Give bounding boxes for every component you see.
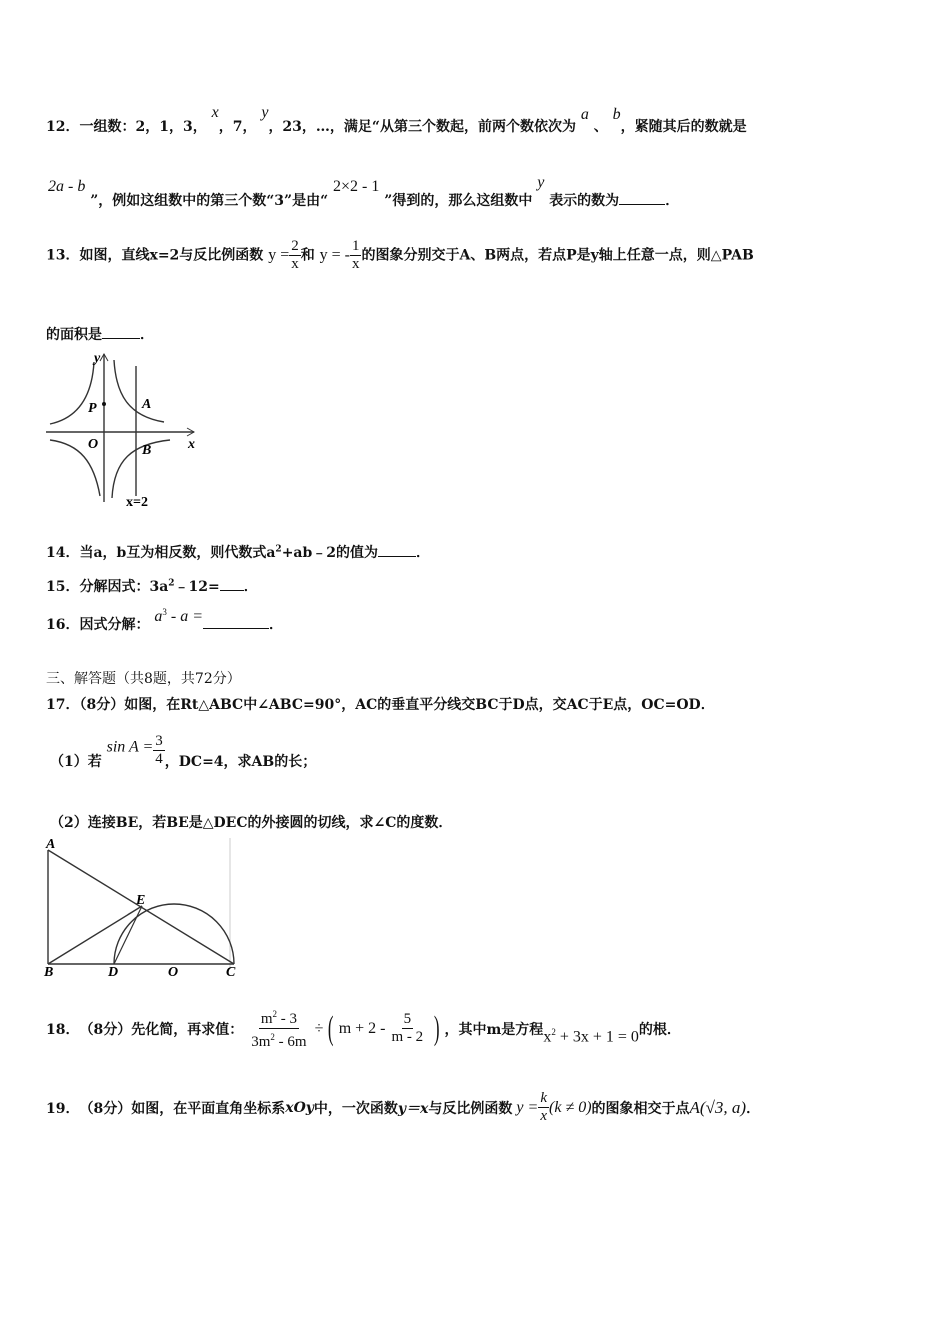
q16: 16．因式分解： $a^3$ - a = ．: [46, 607, 283, 633]
answer-blank[interactable]: [619, 204, 665, 205]
fraction: $\frac{1}{x}$: [351, 238, 360, 272]
q17-figure: [40, 838, 240, 978]
paren-right: ): [433, 1009, 440, 1047]
label-b: B: [142, 443, 152, 458]
answer-blank[interactable]: [203, 628, 269, 629]
label-o: O: [88, 437, 99, 452]
point-p: [102, 402, 106, 406]
fraction: $\frac{3}{4}$: [155, 733, 163, 767]
label-a: A: [142, 397, 152, 412]
label-o: O: [168, 965, 179, 978]
q17-part2: （2）连接BE，若BE是△DEC的外接圆的切线，求∠C的度数．: [50, 815, 453, 831]
fraction: $\frac{2}{x}$: [291, 238, 299, 272]
q17: 17．（8分）如图，在Rt△ABC中∠ABC=90°，AC的垂直平分线交BC于D点，交AC于E点，OC=OD．: [46, 697, 715, 713]
paren-left: (: [328, 1009, 334, 1047]
label-p: P: [88, 401, 97, 416]
label-y: y: [94, 351, 101, 366]
q15: 15．分解因式：$3a^2﹣12=$ ．: [46, 578, 258, 595]
label-a: A: [46, 838, 56, 852]
fraction-main: $\frac{m^2 - 3}{3m^2 - 6m}$: [249, 1006, 308, 1051]
circle-arc: [114, 904, 234, 964]
label-line: x=2: [126, 495, 148, 510]
q17-part1: （1）若 sin A = $\frac{3}{4}$ ，DC=4，求AB的长；: [50, 733, 317, 770]
label-e: E: [136, 893, 146, 908]
label-x: x: [188, 437, 195, 452]
answer-blank[interactable]: [378, 556, 416, 557]
q12-line2: 2a - b ”，例如这组数中的第三个数“3”是由“ 2×2 - 1 ”得到的，那么这组数中 y 表示的数为 ．: [48, 174, 680, 209]
section-title: 三、解答题（共8题，共72分）: [46, 671, 241, 687]
fraction-inner: $\frac{5}{m - 2}$: [391, 1011, 424, 1045]
answer-blank[interactable]: [102, 338, 140, 339]
q13-figure: [42, 350, 212, 510]
q18: 18． （8分）先化简，再求值： $\frac{m^2 - 3}{3m^2 - 6m}$ ÷ ( m + 2 - $\frac{5}{m - 2}$ ) ，其中m是方程 $x^2 + 3x + 1 = 0$ 的根．: [46, 1006, 681, 1051]
q14: 14．当a，b互为相反数，则代数式$a^2+ab﹣2$的值为 ．: [46, 544, 431, 561]
q13-line2: 的面积是 ．: [46, 327, 154, 343]
curve-q1: [114, 360, 164, 422]
label-c: C: [226, 965, 236, 978]
q19: 19． （8分）如图，在平面直角坐标系 xOy 中，一次函数 y＝x 与反比例函数 y = $\frac{k}{x}$ (k ≠ 0) 的图象相交于点 A(√3, a) ．: [46, 1090, 761, 1124]
q12-line1: 12．一组数：2，1，3， x，7， y，23，…，满足“从第三个数起，前两个数依次为 a 、 b，紧随其后的数就是: [46, 104, 747, 135]
q13-line1: 13．如图，直线x=2与反比例函数 y = $\frac{2}{x}$ 和 y = - $\frac{1}{x}$ 的图象分别交于A、B两点，若点P是y轴上任意一点，则△PAB: [46, 238, 754, 272]
curve-q4: [112, 440, 170, 498]
fraction: $\frac{k}{x}$: [540, 1090, 547, 1124]
answer-blank[interactable]: [220, 590, 244, 591]
label-d: D: [108, 965, 119, 978]
label-b: B: [44, 965, 54, 978]
